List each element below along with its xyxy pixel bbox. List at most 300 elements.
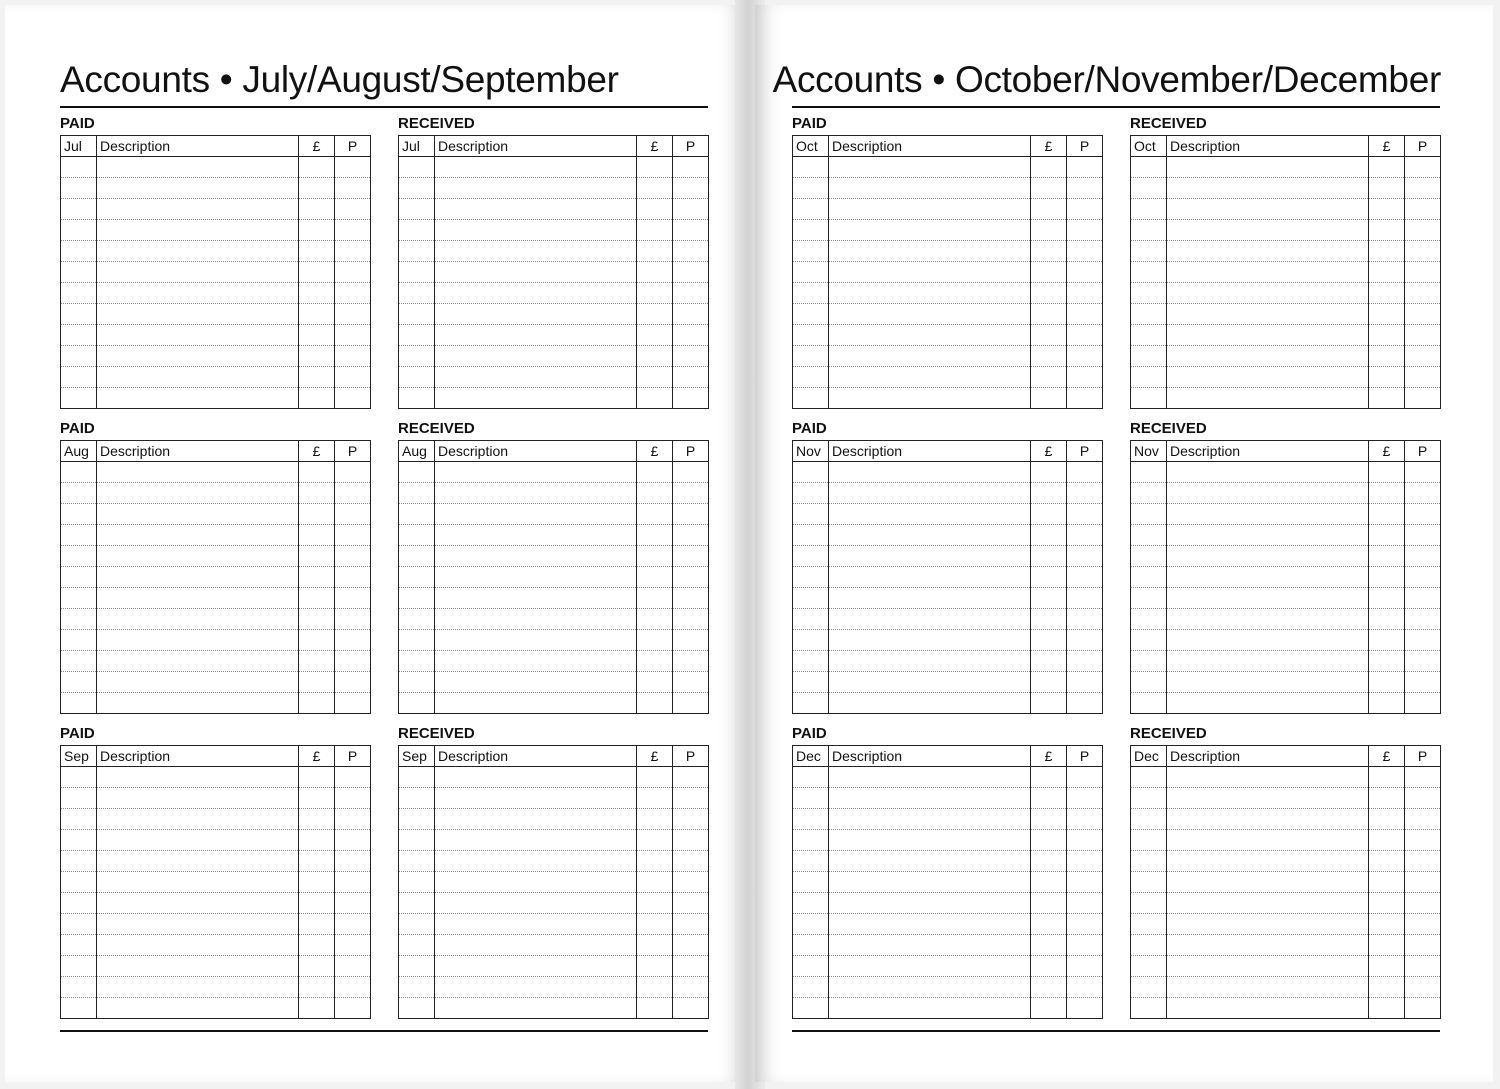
pence-cell[interactable] [673, 483, 709, 504]
description-cell[interactable] [97, 767, 299, 788]
pence-cell[interactable] [1067, 504, 1103, 525]
pence-cell[interactable] [1405, 851, 1441, 872]
pounds-cell[interactable] [1031, 788, 1067, 809]
pounds-cell[interactable] [299, 767, 335, 788]
pounds-cell[interactable] [299, 304, 335, 325]
month-cell[interactable] [793, 651, 829, 672]
month-cell[interactable] [399, 872, 435, 893]
description-cell[interactable] [435, 367, 637, 388]
pounds-cell[interactable] [637, 588, 673, 609]
pence-cell[interactable] [335, 262, 371, 283]
pounds-cell[interactable] [299, 609, 335, 630]
pence-cell[interactable] [1405, 483, 1441, 504]
description-cell[interactable] [1167, 651, 1369, 672]
pounds-cell[interactable] [1369, 525, 1405, 546]
month-cell[interactable] [1131, 830, 1167, 851]
pence-cell[interactable] [673, 462, 709, 483]
pence-cell[interactable] [335, 367, 371, 388]
pence-cell[interactable] [1067, 998, 1103, 1019]
month-cell[interactable] [793, 199, 829, 220]
description-cell[interactable] [829, 546, 1031, 567]
pounds-cell[interactable] [1031, 525, 1067, 546]
pounds-cell[interactable] [637, 367, 673, 388]
pence-cell[interactable] [335, 851, 371, 872]
description-cell[interactable] [97, 935, 299, 956]
pence-cell[interactable] [1067, 567, 1103, 588]
pounds-cell[interactable] [637, 262, 673, 283]
description-cell[interactable] [435, 956, 637, 977]
description-cell[interactable] [829, 462, 1031, 483]
pounds-cell[interactable] [637, 504, 673, 525]
pounds-cell[interactable] [637, 914, 673, 935]
description-cell[interactable] [97, 262, 299, 283]
month-cell[interactable] [1131, 767, 1167, 788]
pence-cell[interactable] [1405, 788, 1441, 809]
month-cell[interactable] [399, 262, 435, 283]
pounds-cell[interactable] [1031, 241, 1067, 262]
pence-cell[interactable] [335, 588, 371, 609]
description-cell[interactable] [97, 914, 299, 935]
pounds-cell[interactable] [1369, 830, 1405, 851]
pounds-cell[interactable] [637, 851, 673, 872]
pence-cell[interactable] [335, 672, 371, 693]
pounds-cell[interactable] [1369, 767, 1405, 788]
pounds-cell[interactable] [1369, 262, 1405, 283]
month-cell[interactable] [1131, 672, 1167, 693]
pence-cell[interactable] [673, 935, 709, 956]
description-cell[interactable] [1167, 157, 1369, 178]
pounds-cell[interactable] [299, 956, 335, 977]
pounds-cell[interactable] [299, 998, 335, 1019]
pence-cell[interactable] [1067, 346, 1103, 367]
pounds-cell[interactable] [1031, 157, 1067, 178]
month-cell[interactable] [793, 567, 829, 588]
month-cell[interactable] [793, 956, 829, 977]
description-cell[interactable] [97, 283, 299, 304]
month-cell[interactable] [793, 504, 829, 525]
description-cell[interactable] [97, 504, 299, 525]
pounds-cell[interactable] [637, 462, 673, 483]
month-cell[interactable] [61, 767, 97, 788]
description-cell[interactable] [1167, 977, 1369, 998]
month-cell[interactable] [793, 693, 829, 714]
description-cell[interactable] [829, 304, 1031, 325]
pence-cell[interactable] [335, 546, 371, 567]
description-cell[interactable] [97, 630, 299, 651]
description-cell[interactable] [1167, 809, 1369, 830]
description-cell[interactable] [829, 367, 1031, 388]
month-cell[interactable] [1131, 346, 1167, 367]
description-cell[interactable] [829, 830, 1031, 851]
pence-cell[interactable] [673, 546, 709, 567]
pounds-cell[interactable] [637, 483, 673, 504]
pence-cell[interactable] [1067, 388, 1103, 409]
pence-cell[interactable] [1067, 199, 1103, 220]
pounds-cell[interactable] [1031, 283, 1067, 304]
pounds-cell[interactable] [1031, 388, 1067, 409]
description-cell[interactable] [1167, 504, 1369, 525]
pounds-cell[interactable] [637, 346, 673, 367]
month-cell[interactable] [61, 609, 97, 630]
month-cell[interactable] [1131, 220, 1167, 241]
month-cell[interactable] [399, 546, 435, 567]
description-cell[interactable] [829, 157, 1031, 178]
description-cell[interactable] [829, 483, 1031, 504]
pence-cell[interactable] [1067, 788, 1103, 809]
month-cell[interactable] [61, 693, 97, 714]
month-cell[interactable] [1131, 851, 1167, 872]
pence-cell[interactable] [1067, 830, 1103, 851]
pence-cell[interactable] [673, 567, 709, 588]
pounds-cell[interactable] [1031, 567, 1067, 588]
month-cell[interactable] [1131, 483, 1167, 504]
month-cell[interactable] [1131, 546, 1167, 567]
pounds-cell[interactable] [299, 977, 335, 998]
pounds-cell[interactable] [1369, 651, 1405, 672]
month-cell[interactable] [793, 630, 829, 651]
pence-cell[interactable] [1405, 220, 1441, 241]
description-cell[interactable] [1167, 525, 1369, 546]
description-cell[interactable] [829, 672, 1031, 693]
pounds-cell[interactable] [299, 241, 335, 262]
pence-cell[interactable] [1405, 241, 1441, 262]
pence-cell[interactable] [335, 283, 371, 304]
pence-cell[interactable] [673, 977, 709, 998]
pence-cell[interactable] [1067, 693, 1103, 714]
pounds-cell[interactable] [1031, 504, 1067, 525]
pence-cell[interactable] [1405, 609, 1441, 630]
pounds-cell[interactable] [637, 672, 673, 693]
pounds-cell[interactable] [1031, 462, 1067, 483]
pounds-cell[interactable] [1369, 998, 1405, 1019]
month-cell[interactable] [399, 693, 435, 714]
month-cell[interactable] [61, 651, 97, 672]
month-cell[interactable] [399, 935, 435, 956]
pounds-cell[interactable] [1369, 914, 1405, 935]
description-cell[interactable] [435, 388, 637, 409]
pence-cell[interactable] [1405, 630, 1441, 651]
month-cell[interactable] [793, 483, 829, 504]
description-cell[interactable] [1167, 630, 1369, 651]
pence-cell[interactable] [673, 872, 709, 893]
pounds-cell[interactable] [1369, 178, 1405, 199]
pence-cell[interactable] [673, 525, 709, 546]
description-cell[interactable] [97, 567, 299, 588]
month-cell[interactable] [399, 283, 435, 304]
month-cell[interactable] [399, 956, 435, 977]
month-cell[interactable] [61, 830, 97, 851]
description-cell[interactable] [1167, 346, 1369, 367]
month-cell[interactable] [399, 178, 435, 199]
description-cell[interactable] [435, 157, 637, 178]
month-cell[interactable] [1131, 914, 1167, 935]
pence-cell[interactable] [335, 914, 371, 935]
pence-cell[interactable] [1405, 977, 1441, 998]
description-cell[interactable] [435, 809, 637, 830]
month-cell[interactable] [61, 241, 97, 262]
month-cell[interactable] [61, 199, 97, 220]
description-cell[interactable] [1167, 830, 1369, 851]
month-cell[interactable] [61, 504, 97, 525]
pence-cell[interactable] [335, 483, 371, 504]
description-cell[interactable] [435, 977, 637, 998]
pounds-cell[interactable] [299, 283, 335, 304]
description-cell[interactable] [1167, 325, 1369, 346]
month-cell[interactable] [1131, 588, 1167, 609]
pounds-cell[interactable] [1031, 346, 1067, 367]
pence-cell[interactable] [1405, 872, 1441, 893]
pounds-cell[interactable] [299, 693, 335, 714]
pence-cell[interactable] [673, 346, 709, 367]
description-cell[interactable] [435, 893, 637, 914]
pounds-cell[interactable] [637, 998, 673, 1019]
pounds-cell[interactable] [299, 367, 335, 388]
pence-cell[interactable] [673, 809, 709, 830]
description-cell[interactable] [1167, 546, 1369, 567]
pounds-cell[interactable] [637, 630, 673, 651]
pence-cell[interactable] [1405, 462, 1441, 483]
month-cell[interactable] [61, 788, 97, 809]
description-cell[interactable] [1167, 672, 1369, 693]
month-cell[interactable] [61, 672, 97, 693]
pence-cell[interactable] [1405, 525, 1441, 546]
month-cell[interactable] [793, 546, 829, 567]
pence-cell[interactable] [1405, 346, 1441, 367]
pence-cell[interactable] [335, 304, 371, 325]
pence-cell[interactable] [335, 630, 371, 651]
pounds-cell[interactable] [1369, 325, 1405, 346]
description-cell[interactable] [97, 325, 299, 346]
description-cell[interactable] [97, 830, 299, 851]
month-cell[interactable] [793, 767, 829, 788]
pence-cell[interactable] [673, 262, 709, 283]
pounds-cell[interactable] [1369, 588, 1405, 609]
pence-cell[interactable] [1405, 956, 1441, 977]
description-cell[interactable] [829, 872, 1031, 893]
month-cell[interactable] [399, 609, 435, 630]
pence-cell[interactable] [1067, 672, 1103, 693]
month-cell[interactable] [399, 830, 435, 851]
pounds-cell[interactable] [299, 672, 335, 693]
month-cell[interactable] [1131, 609, 1167, 630]
month-cell[interactable] [793, 935, 829, 956]
description-cell[interactable] [829, 220, 1031, 241]
pounds-cell[interactable] [637, 767, 673, 788]
pence-cell[interactable] [1405, 914, 1441, 935]
pence-cell[interactable] [335, 346, 371, 367]
pence-cell[interactable] [335, 872, 371, 893]
month-cell[interactable] [399, 977, 435, 998]
pence-cell[interactable] [1067, 809, 1103, 830]
pence-cell[interactable] [673, 304, 709, 325]
description-cell[interactable] [435, 546, 637, 567]
pence-cell[interactable] [335, 809, 371, 830]
description-cell[interactable] [97, 672, 299, 693]
pence-cell[interactable] [335, 199, 371, 220]
pence-cell[interactable] [335, 157, 371, 178]
pounds-cell[interactable] [1369, 157, 1405, 178]
pounds-cell[interactable] [1369, 567, 1405, 588]
month-cell[interactable] [1131, 998, 1167, 1019]
month-cell[interactable] [399, 367, 435, 388]
pence-cell[interactable] [673, 630, 709, 651]
pence-cell[interactable] [1405, 199, 1441, 220]
pence-cell[interactable] [335, 956, 371, 977]
pence-cell[interactable] [1067, 283, 1103, 304]
pence-cell[interactable] [335, 830, 371, 851]
pounds-cell[interactable] [1031, 672, 1067, 693]
description-cell[interactable] [435, 220, 637, 241]
month-cell[interactable] [61, 262, 97, 283]
description-cell[interactable] [1167, 178, 1369, 199]
pence-cell[interactable] [1405, 178, 1441, 199]
pence-cell[interactable] [1405, 504, 1441, 525]
month-cell[interactable] [399, 998, 435, 1019]
description-cell[interactable] [435, 588, 637, 609]
description-cell[interactable] [97, 956, 299, 977]
month-cell[interactable] [399, 199, 435, 220]
description-cell[interactable] [97, 157, 299, 178]
description-cell[interactable] [1167, 935, 1369, 956]
pence-cell[interactable] [1405, 283, 1441, 304]
pence-cell[interactable] [673, 220, 709, 241]
month-cell[interactable] [399, 525, 435, 546]
month-cell[interactable] [399, 504, 435, 525]
pounds-cell[interactable] [637, 178, 673, 199]
description-cell[interactable] [97, 388, 299, 409]
description-cell[interactable] [829, 504, 1031, 525]
description-cell[interactable] [1167, 893, 1369, 914]
pounds-cell[interactable] [299, 388, 335, 409]
description-cell[interactable] [829, 525, 1031, 546]
month-cell[interactable] [61, 872, 97, 893]
description-cell[interactable] [1167, 462, 1369, 483]
pounds-cell[interactable] [1031, 872, 1067, 893]
month-cell[interactable] [793, 304, 829, 325]
pounds-cell[interactable] [637, 567, 673, 588]
pence-cell[interactable] [673, 767, 709, 788]
description-cell[interactable] [1167, 851, 1369, 872]
description-cell[interactable] [829, 998, 1031, 1019]
description-cell[interactable] [435, 872, 637, 893]
description-cell[interactable] [1167, 588, 1369, 609]
pounds-cell[interactable] [1369, 346, 1405, 367]
description-cell[interactable] [97, 977, 299, 998]
description-cell[interactable] [829, 693, 1031, 714]
description-cell[interactable] [435, 283, 637, 304]
description-cell[interactable] [1167, 304, 1369, 325]
description-cell[interactable] [97, 367, 299, 388]
pounds-cell[interactable] [1031, 220, 1067, 241]
pounds-cell[interactable] [1369, 388, 1405, 409]
pence-cell[interactable] [1067, 956, 1103, 977]
month-cell[interactable] [61, 977, 97, 998]
description-cell[interactable] [1167, 367, 1369, 388]
pounds-cell[interactable] [637, 977, 673, 998]
pounds-cell[interactable] [299, 504, 335, 525]
month-cell[interactable] [61, 998, 97, 1019]
description-cell[interactable] [435, 767, 637, 788]
pounds-cell[interactable] [299, 325, 335, 346]
pounds-cell[interactable] [1031, 546, 1067, 567]
month-cell[interactable] [399, 767, 435, 788]
pence-cell[interactable] [673, 325, 709, 346]
pence-cell[interactable] [335, 935, 371, 956]
description-cell[interactable] [829, 588, 1031, 609]
month-cell[interactable] [61, 567, 97, 588]
description-cell[interactable] [829, 346, 1031, 367]
description-cell[interactable] [435, 178, 637, 199]
month-cell[interactable] [793, 872, 829, 893]
description-cell[interactable] [435, 935, 637, 956]
pence-cell[interactable] [1405, 157, 1441, 178]
pounds-cell[interactable] [637, 893, 673, 914]
month-cell[interactable] [793, 893, 829, 914]
pence-cell[interactable] [1067, 157, 1103, 178]
pence-cell[interactable] [1067, 241, 1103, 262]
pounds-cell[interactable] [637, 325, 673, 346]
month-cell[interactable] [61, 462, 97, 483]
month-cell[interactable] [793, 998, 829, 1019]
month-cell[interactable] [793, 178, 829, 199]
description-cell[interactable] [829, 325, 1031, 346]
month-cell[interactable] [61, 914, 97, 935]
pence-cell[interactable] [673, 504, 709, 525]
month-cell[interactable] [61, 157, 97, 178]
month-cell[interactable] [399, 914, 435, 935]
pounds-cell[interactable] [1369, 241, 1405, 262]
month-cell[interactable] [1131, 157, 1167, 178]
month-cell[interactable] [793, 220, 829, 241]
month-cell[interactable] [793, 283, 829, 304]
pence-cell[interactable] [1067, 977, 1103, 998]
month-cell[interactable] [399, 788, 435, 809]
pounds-cell[interactable] [299, 914, 335, 935]
pence-cell[interactable] [335, 504, 371, 525]
pence-cell[interactable] [673, 367, 709, 388]
pounds-cell[interactable] [1031, 830, 1067, 851]
pounds-cell[interactable] [1031, 609, 1067, 630]
description-cell[interactable] [829, 935, 1031, 956]
pounds-cell[interactable] [1369, 788, 1405, 809]
pence-cell[interactable] [335, 241, 371, 262]
description-cell[interactable] [435, 567, 637, 588]
description-cell[interactable] [1167, 388, 1369, 409]
description-cell[interactable] [97, 998, 299, 1019]
description-cell[interactable] [97, 525, 299, 546]
pounds-cell[interactable] [299, 788, 335, 809]
description-cell[interactable] [435, 672, 637, 693]
pence-cell[interactable] [1067, 220, 1103, 241]
pounds-cell[interactable] [299, 830, 335, 851]
pounds-cell[interactable] [637, 956, 673, 977]
pounds-cell[interactable] [637, 220, 673, 241]
pence-cell[interactable] [673, 283, 709, 304]
description-cell[interactable] [829, 767, 1031, 788]
pence-cell[interactable] [335, 893, 371, 914]
description-cell[interactable] [829, 178, 1031, 199]
pounds-cell[interactable] [1031, 367, 1067, 388]
month-cell[interactable] [61, 630, 97, 651]
description-cell[interactable] [1167, 914, 1369, 935]
month-cell[interactable] [399, 462, 435, 483]
description-cell[interactable] [829, 567, 1031, 588]
description-cell[interactable] [829, 199, 1031, 220]
pounds-cell[interactable] [299, 546, 335, 567]
description-cell[interactable] [435, 830, 637, 851]
pounds-cell[interactable] [299, 262, 335, 283]
description-cell[interactable] [1167, 220, 1369, 241]
